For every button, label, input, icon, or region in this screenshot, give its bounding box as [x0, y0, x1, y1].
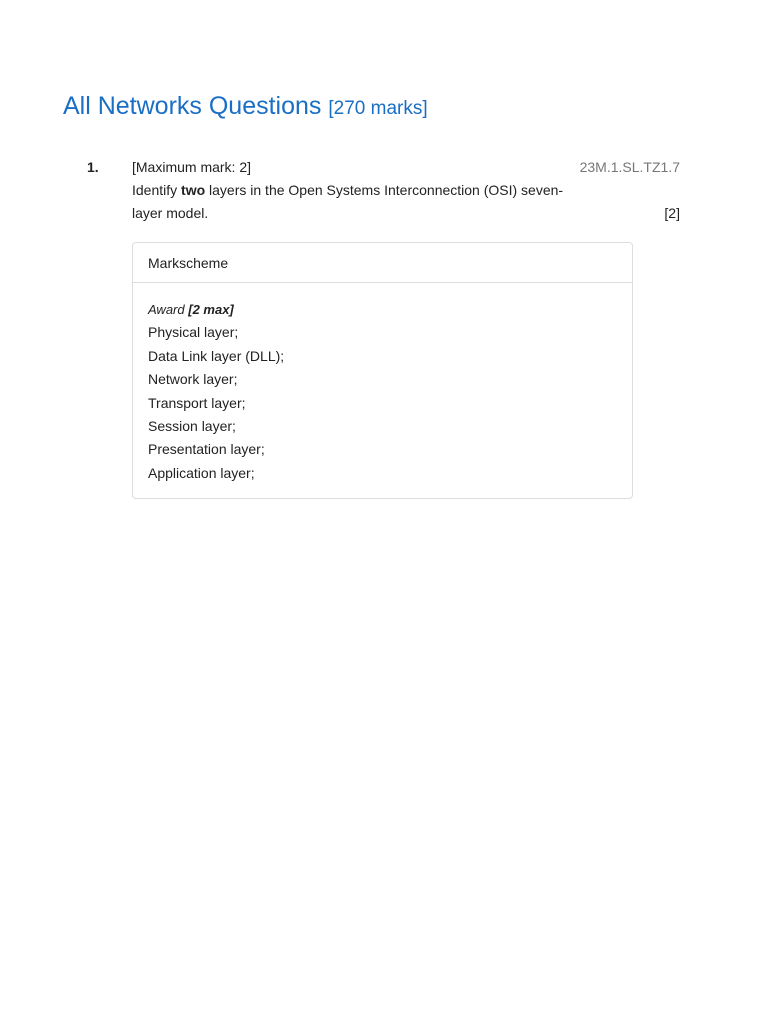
question-code: 23M.1.SL.TZ1.7	[579, 159, 680, 175]
markscheme-header: Markscheme	[133, 243, 632, 283]
markscheme-panel	[132, 242, 633, 499]
answer-item: Application layer;	[148, 464, 255, 481]
question-text-after: layers in the Open Systems Interconnection (OSI) seven-layer model.	[132, 182, 564, 221]
markscheme-body	[133, 283, 632, 485]
page-title	[63, 89, 428, 126]
answer-item: Physical layer;	[148, 324, 239, 341]
question-number: 1.	[87, 159, 99, 175]
answer-item: Session layer;	[148, 418, 236, 435]
answer-item: Presentation layer;	[148, 441, 265, 458]
max-mark: [Maximum mark: 2]	[132, 159, 252, 175]
award-label: Award	[148, 302, 189, 317]
page-title-text: All Networks Questions	[63, 92, 322, 120]
question-body	[132, 156, 572, 225]
question-text-before: Identify	[132, 182, 182, 198]
award-max: [2 max]	[188, 302, 234, 317]
question-text-emphasis: two	[181, 182, 206, 198]
total-marks: [270 marks]	[328, 98, 428, 119]
answer-item: Network layer;	[148, 371, 238, 388]
question-text	[132, 179, 572, 225]
answer-item: Data Link layer (DLL);	[148, 347, 285, 364]
award-instruction	[148, 298, 617, 321]
answer-item: Transport layer;	[148, 394, 246, 411]
question-marks: [2]	[664, 205, 680, 221]
